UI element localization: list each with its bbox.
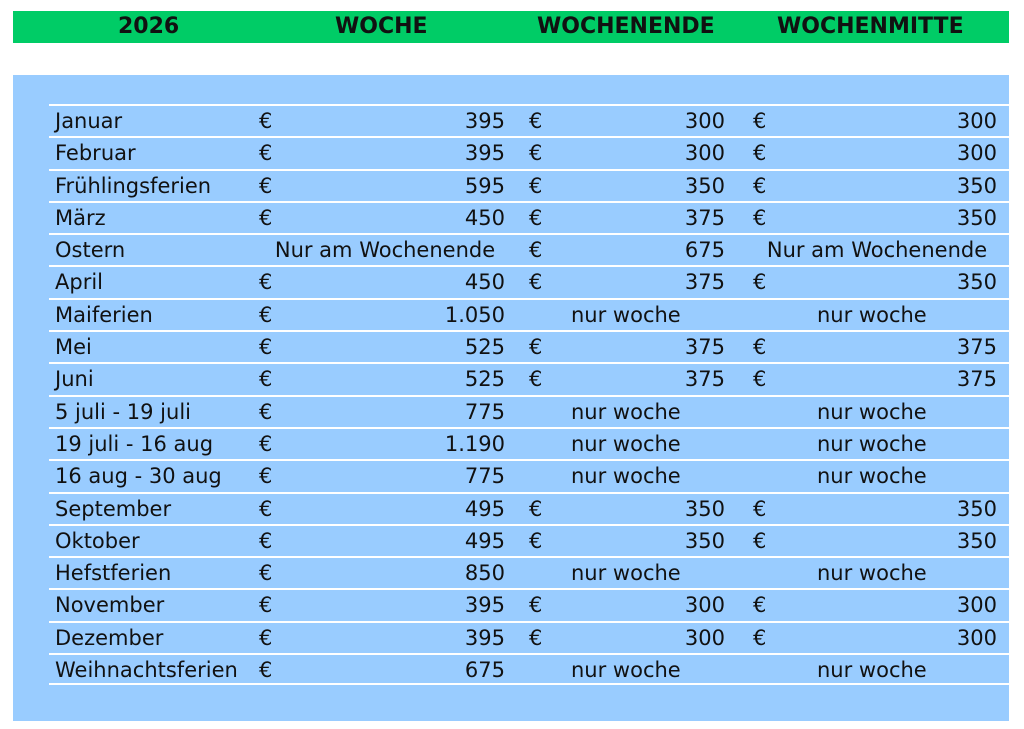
currency-symbol: €	[753, 528, 767, 553]
row-label: November	[55, 593, 165, 618]
currency-symbol: €	[529, 173, 543, 198]
availability-note: nur woche	[817, 431, 927, 456]
currency-symbol: €	[753, 109, 767, 133]
price-value: 350	[684, 496, 725, 521]
table-header	[13, 11, 1009, 43]
availability-note: nur woche	[817, 399, 927, 424]
availability-note: nur woche	[817, 464, 927, 489]
price-value: 350	[956, 496, 997, 521]
price-value: 300	[956, 625, 997, 650]
table-row	[49, 136, 1009, 168]
price-value: 300	[684, 593, 725, 618]
header-wochenmitte: WOCHENMITTE	[777, 14, 964, 39]
currency-symbol: €	[753, 335, 767, 360]
price-value: 595	[464, 173, 505, 198]
price-value: 775	[464, 399, 505, 424]
currency-symbol: €	[753, 205, 767, 230]
currency-symbol: €	[529, 593, 543, 618]
currency-symbol: €	[259, 399, 273, 424]
row-label: Weihnachtsferien	[55, 658, 238, 683]
availability-note: nur woche	[817, 302, 927, 327]
row-label: Ostern	[55, 238, 126, 263]
price-value: 300	[684, 141, 725, 166]
price-value: 850	[464, 561, 505, 586]
table-row	[49, 201, 1009, 233]
table-row	[49, 395, 1009, 427]
currency-symbol: €	[753, 625, 767, 650]
price-value: 525	[464, 335, 505, 360]
currency-symbol: €	[753, 496, 767, 521]
currency-symbol: €	[259, 335, 273, 360]
row-label: September	[55, 496, 172, 521]
currency-symbol: €	[753, 173, 767, 198]
currency-symbol: €	[753, 270, 767, 295]
table-row	[49, 362, 1009, 394]
availability-note: nur woche	[571, 561, 681, 586]
currency-symbol: €	[259, 496, 273, 521]
price-value: 1.190	[444, 431, 505, 456]
price-value: 450	[464, 205, 505, 230]
table-row	[49, 265, 1009, 297]
price-value: 395	[464, 141, 505, 166]
price-value: 375	[684, 335, 725, 360]
header-woche: WOCHE	[335, 14, 428, 39]
currency-symbol: €	[529, 109, 543, 133]
table-row	[49, 427, 1009, 459]
availability-note: nur woche	[817, 658, 927, 683]
currency-symbol: €	[529, 270, 543, 295]
currency-symbol: €	[529, 141, 543, 166]
price-value: 350	[956, 528, 997, 553]
row-label: März	[55, 205, 106, 230]
currency-symbol: €	[753, 367, 767, 392]
table-row	[49, 492, 1009, 524]
price-value: 375	[956, 367, 997, 392]
price-table	[49, 104, 1009, 685]
row-label: Oktober	[55, 528, 140, 553]
currency-symbol: €	[259, 205, 273, 230]
availability-note: nur woche	[571, 302, 681, 327]
row-label: Juni	[55, 367, 94, 392]
row-label: Frühlingsferien	[55, 173, 212, 198]
table-row	[49, 621, 1009, 653]
table-row	[49, 104, 1009, 136]
currency-symbol: €	[259, 302, 273, 327]
currency-symbol: €	[753, 593, 767, 618]
currency-symbol: €	[259, 658, 273, 683]
price-value: 350	[684, 528, 725, 553]
price-value: 495	[464, 496, 505, 521]
table-row	[49, 524, 1009, 556]
availability-note: Nur am Wochenende	[274, 238, 496, 263]
price-value: 675	[464, 658, 505, 683]
price-value: 450	[464, 270, 505, 295]
currency-symbol: €	[259, 528, 273, 553]
table-row	[49, 653, 1009, 685]
currency-symbol: €	[529, 367, 543, 392]
table-row	[49, 459, 1009, 491]
row-label: Dezember	[55, 625, 164, 650]
price-value: 375	[684, 270, 725, 295]
table-row	[49, 233, 1009, 265]
header-year: 2026	[118, 14, 180, 39]
currency-symbol: €	[259, 593, 273, 618]
row-label: Mei	[55, 335, 92, 360]
price-value: 775	[464, 464, 505, 489]
price-value: 395	[464, 593, 505, 618]
currency-symbol: €	[529, 335, 543, 360]
price-value: 675	[684, 238, 725, 263]
row-label: 19 juli - 16 aug	[55, 431, 214, 456]
row-label: Februar	[55, 141, 136, 166]
currency-symbol: €	[529, 528, 543, 553]
table-row	[49, 588, 1009, 620]
table-row	[49, 556, 1009, 588]
price-value: 300	[956, 109, 997, 133]
price-value: 350	[684, 173, 725, 198]
currency-symbol: €	[259, 431, 273, 456]
currency-symbol: €	[529, 205, 543, 230]
price-value: 395	[464, 625, 505, 650]
availability-note: nur woche	[571, 399, 681, 424]
row-label: Maiferien	[55, 302, 153, 327]
price-value: 375	[684, 205, 725, 230]
currency-symbol: €	[529, 238, 543, 263]
price-value: 300	[684, 625, 725, 650]
currency-symbol: €	[753, 141, 767, 166]
price-value: 1.050	[444, 302, 505, 327]
currency-symbol: €	[259, 561, 273, 586]
availability-note: nur woche	[571, 431, 681, 456]
currency-symbol: €	[529, 496, 543, 521]
price-value: 300	[684, 109, 725, 133]
price-value: 300	[956, 593, 997, 618]
currency-symbol: €	[259, 464, 273, 489]
row-label: 5 juli - 19 juli	[55, 399, 191, 424]
currency-symbol: €	[259, 270, 273, 295]
currency-symbol: €	[259, 109, 273, 133]
table-row	[49, 298, 1009, 330]
price-value: 495	[464, 528, 505, 553]
availability-note: Nur am Wochenende	[766, 238, 988, 263]
availability-note: nur woche	[817, 561, 927, 586]
row-label: 16 aug - 30 aug	[55, 464, 222, 489]
price-value: 395	[464, 109, 505, 133]
price-value: 350	[956, 270, 997, 295]
currency-symbol: €	[259, 367, 273, 392]
price-value: 350	[956, 205, 997, 230]
price-value: 375	[956, 335, 997, 360]
price-value: 525	[464, 367, 505, 392]
currency-symbol: €	[259, 141, 273, 166]
header-wochenende: WOCHENENDE	[537, 14, 715, 39]
currency-symbol: €	[259, 173, 273, 198]
row-label: Januar	[55, 109, 123, 133]
price-value: 350	[956, 173, 997, 198]
row-label: Hefstferien	[55, 561, 172, 586]
currency-symbol: €	[529, 625, 543, 650]
availability-note: nur woche	[571, 658, 681, 683]
currency-symbol: €	[259, 625, 273, 650]
row-label: April	[55, 270, 103, 295]
price-value: 375	[684, 367, 725, 392]
table-row	[49, 330, 1009, 362]
availability-note: nur woche	[571, 464, 681, 489]
price-value: 300	[956, 141, 997, 166]
table-row	[49, 169, 1009, 201]
